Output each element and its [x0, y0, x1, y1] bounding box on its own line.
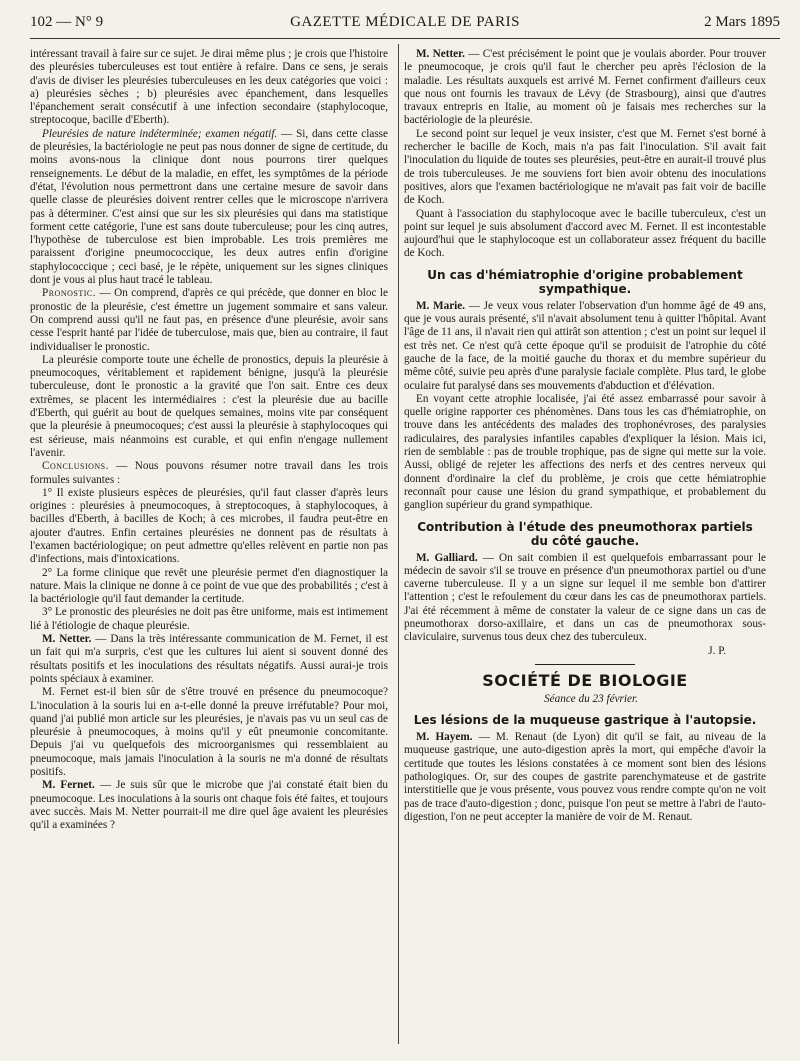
paragraph: 2° La forme clinique que revêt une pleurésie permet d'en diagnostiquer la nature. Mais la clinique ne donne à ce point de vue que des probabilités ; c'est à la bactériologie qu'il faut demander la certitude. — [30, 566, 388, 606]
paragraph-lead: Pleurésies de nature indéterminée; examen négatif. — [42, 127, 278, 140]
paragraph: Le second point sur lequel je veux insister, c'est que M. Fernet s'est borné à rechercher le bacille de Koch, mais n'a pas fait l'inoculation. S'il avait fait l'inoculation du liquide de toutes ses pleurésies, peut-être en aurait-il trouvé plus de trois tuberculeuses. Je me souviens fort bien avoir obtenu des inoculations positives, alors que l'examen bactériologique ne m'avait pas fait voir de bacille de Koch. — [404, 127, 766, 207]
paragraph-body: — On comprend, d'après ce qui précède, que donner en bloc le pronostic de la pleurésie, c'est émettre un jugement sommaire et sans valeur. On comprend aussi qu'il ne faut pas, en présence d'une pleurésie, avoir sans cesse l'esprit hanté par l'idée de tuberculose, mais que, bien au contraire, il faut individualiser le pronostic. — [30, 287, 388, 353]
section-heading: Un cas d'hémiatrophie d'origine probablement sympathique. — [427, 267, 743, 296]
paragraph-body: — On sait combien il est quelquefois embarrassant pour le médecin de savoir s'il se trouve en présence d'un pneumothorax partiel ou d'une caverne tuberculeuse. Il y a un signe sur lequel il me semble bon d'attirer l'attention ; c'est le refoulement du cœur dans les cas de pneumothorax partiels. J'ai été récemment à même de constater la valeur de ce signe dans un cas de pneumothorax dorso-axillaire, et dans un cas de pneumothorax sous-claviculaire, survenus tous deux chez des tuberculeux. — [404, 551, 766, 644]
signature: J. P. — [708, 644, 726, 657]
paragraph-body: — Je suis sûr que le microbe que j'ai constaté était bien du pneumocoque. Les inoculations à la souris ont chaque fois été faites, et toujours avec succès. Mais M. Netter pourrait-il me dire quel âge avaient les pleurésies qu'il a examinées ? — [30, 779, 388, 832]
header-rule — [30, 38, 780, 39]
right-column — [404, 48, 766, 824]
paragraph-body: — M. Renaut (de Lyon) dit qu'il se fait, au niveau de la muqueuse gastrique, une auto-digestion après la mort, qui empêche d'avoir la certitude que toutes les lésions constatées à ce moment sont bien des lésions pathologiques. Or, sur des coupes de gastrite parenchymateuse et de gastrite interstitielle que je vous présente, vous pouvez vous rendre compte qu'on ne voit pas de trace d'auto-digestion ; donc, puisque l'on peut se mettre à l'abri de l'auto-digestion, l'on ne peut accepter la manière de voir de M. Renaut. — [404, 731, 767, 823]
paragraph — [30, 287, 388, 353]
paragraph: La pleurésie comporte toute une échelle de pronostics, depuis la pleurésie à pneumocoques, véritablement et rapidement bénigne, jusqu'à la pleurésie tuberculeuse, dont le pronostic a la gravité que l'on sait. Entre ces deux extrêmes, se placent les intermédiaires : c'est la pleurésie due au bacille d'Eberth, qui guérit au bout de quelques semaines, moins vite par conséquent que la pleurésie à pneumocoques; c'est aussi la pleurésie à staphylocoques qui est sérieuse, mais néanmoins est curable, et qui enfin n'engage nullement l'avenir. — [30, 353, 388, 459]
separator-rule — [535, 664, 635, 665]
paragraph: Quant à l'association du staphylocoque avec le bacille tuberculeux, c'est un point sur lequel je suis absolument d'accord avec M. Fernet. Il est incontestable aujourd'hui que le staphylocoque est un collaborateur assez fréquent du bacille de Koch. — [404, 207, 766, 260]
paragraph-body: — Si, dans cette classe de pleurésies, la bactériologie ne peut pas nous donner de signe de certitude, du moins avons-nous la clinique dont nous pourrons tirer quelques renseignements. Le début de la maladie, en effet, les symptômes de la période d'état, l'évolution nous permettront dans une certaine mesure de savoir dans quelle classe de pleurésies doivent rentrer celles que le microscope n'arrivera pas à déterminer. C'est ainsi que sur les six pleurésies qui dans ma statistique forment cette catégorie, l'une est sans doute tuberculeuse; pour les cinq autres, l'hypothèse de tuberculose est bien improbable. Les trois premières me paraissent d'origine pneumococcique, les deux autres enfin d'origine staphylococcique ; ceci basé, je le répète, uniquement sur les signes cliniques dont je vous ai plus haut tracé le tableau. — [30, 127, 388, 287]
speaker-name: M. Netter. — [42, 633, 92, 646]
left-column — [30, 48, 388, 833]
paragraph — [404, 552, 766, 645]
speaker-name: M. Fernet. — [42, 779, 95, 792]
section-heading: Les lésions de la muqueuse gastrique à l'autopsie. — [413, 713, 757, 728]
paragraph: M. Fernet est-il bien sûr de s'être trouvé en présence du pneumocoque? L'inoculation à la souris lui en a-t-elle donné la preuve irréfutable? Pour moi, quand j'ai publié mon article sur les pleurésies, je n'avais pas vu un seul cas de pleurésie à pneumocoques, à moins qu'il y eût pneumonie concomitante. Depuis j'ai vu quelquefois des microorganismes qui ressemblaient au pneumocoque, mais jamais l'inoculation à la souris ne m'a donné de résultats positifs. — [30, 686, 388, 779]
paragraph — [404, 731, 766, 824]
paragraph — [30, 779, 388, 832]
column-divider — [398, 44, 399, 1044]
page-number: 102 — N° 9 — [30, 14, 104, 30]
speaker-name: M. Galliard. — [416, 551, 478, 564]
paragraph: En voyant cette atrophie localisée, j'ai été assez embarrassé pour savoir à quelle origine rapporter ces phénomènes. Dans tous les cas d'hémiatrophie, on trouve dans les antécédents des malades des trophonévroses, des paralysies radiculaires, des paralysies infantiles capables d'expliquer la lésion. Mais ici, rien de semblable : pas de trouble trophique, pas de signe qui mette sur la voie. Aussi, obligé de rejeter les affections des nerfs et des centres nerveux qui donnent d'ordinaire la clef du problème, je crois que cette hémiatrophie reconnaît pour cause une lésion du grand sympathique, et probablement du ganglion supérieur du grand sympathique. — [404, 392, 766, 512]
speaker-name: M. Hayem. — [416, 731, 473, 744]
paragraph — [404, 300, 766, 393]
speaker-name: M. Netter. — [416, 48, 465, 60]
paragraph: intéressant travail à faire sur ce sujet. Je dirai même plus ; je crois que l'histoire des pleurésies tuberculeuses est tout entière à refaire. Dans ce sens, je serais d'avis de diviser les pleurésies tuberculeuses en les deux catégories que voici : a) pleurésies sèches ; b) pleurésies avec épanchement, dans lesquelles l'épanchement serait consécutif à une infection secondaire (staphylocoque, streptocoque, bacille d'Eberth). — [30, 48, 388, 127]
paragraph — [30, 633, 388, 686]
paragraph — [30, 460, 388, 487]
paragraph-lead: Pronostic. — [42, 287, 97, 300]
paragraph-body: — Nous pouvons résumer notre travail dans les trois formules suivantes : — [30, 460, 388, 486]
paragraph — [404, 48, 766, 128]
paragraph — [30, 128, 388, 288]
issue-date: 2 Mars 1895 — [704, 14, 780, 30]
speaker-name: M. Marie. — [416, 299, 466, 312]
paragraph: 1° Il existe plusieurs espèces de pleurésies, qu'il faut classer d'après leurs origines : pleurésies à pneumocoques, à streptocoques, à staphylocoques, à bacilles d'Eberth, à bacilles de Koch; à ces microbes, il faudra peut-être en ajouter d'autres. Enfin certaines pleurésies ne donnent pas de résultats à l'examen bactériologique; on peut admettre qu'elles relèvent en partie non pas d'infections, mais d'intoxications. — [30, 486, 388, 566]
society-title: SOCIÉTÉ DE BIOLOGIE — [482, 670, 688, 690]
page-header — [30, 14, 780, 38]
paragraph-body: — C'est précisément le point que je voulais aborder. Pour trouver le pneumocoque, je crois qu'il faut le chercher peu après l'éclosion de la maladie. Les résultats auxquels est arrivé M. Fernet confirment d'ailleurs ceux que nous ont fournis les travaux de Lévy (de Strasbourg), ainsi que d'autres travaux entrepris en Italie, au moment où je faisais mes recherches sur la bactériologie de la pleurésie. — [404, 48, 766, 127]
section-heading: Contribution à l'étude des pneumothorax partiels du côté gauche. — [417, 519, 753, 548]
journal-title: GAZETTE MÉDICALE DE PARIS — [290, 14, 520, 30]
paragraph-lead: Conclusions. — [42, 460, 109, 473]
paragraph-body: — Je veux vous relater l'observation d'un homme âgé de 49 ans, que je vous aurais présenté, s'il n'avait absolument tenu à quitter l'hôpital. Avant l'âge de 11 ans, il n'avait rien qui attirât son attention ; c'est un point sur lequel il est très net. Ce n'est qu'à cette époque qu'il se produisit de l'atrophie du côté gauche de la face, de la moitié gauche du thorax et du membre supérieur du même côté, suivie peu après d'une paralysie faciale complète. Plus tard, le globe oculaire fut paralysé dans ses mouvements d'abduction et d'élévation. — [404, 299, 766, 392]
paragraph: 3° Le pronostic des pleurésies ne doit pas être uniforme, mais est intimement lié à l'étiologie de chaque pleurésie. — [30, 606, 388, 632]
session-date: Séance du 23 février. — [544, 692, 638, 705]
paragraph-body: — Dans la très intéressante communication de M. Fernet, il est un fait qui m'a surpris, c'est que les cultures lui aient si souvent donné des résultats positifs et les inoculations des résultats négatifs. Aussi aurai-je trois points spéciaux à examiner. — [30, 633, 388, 685]
